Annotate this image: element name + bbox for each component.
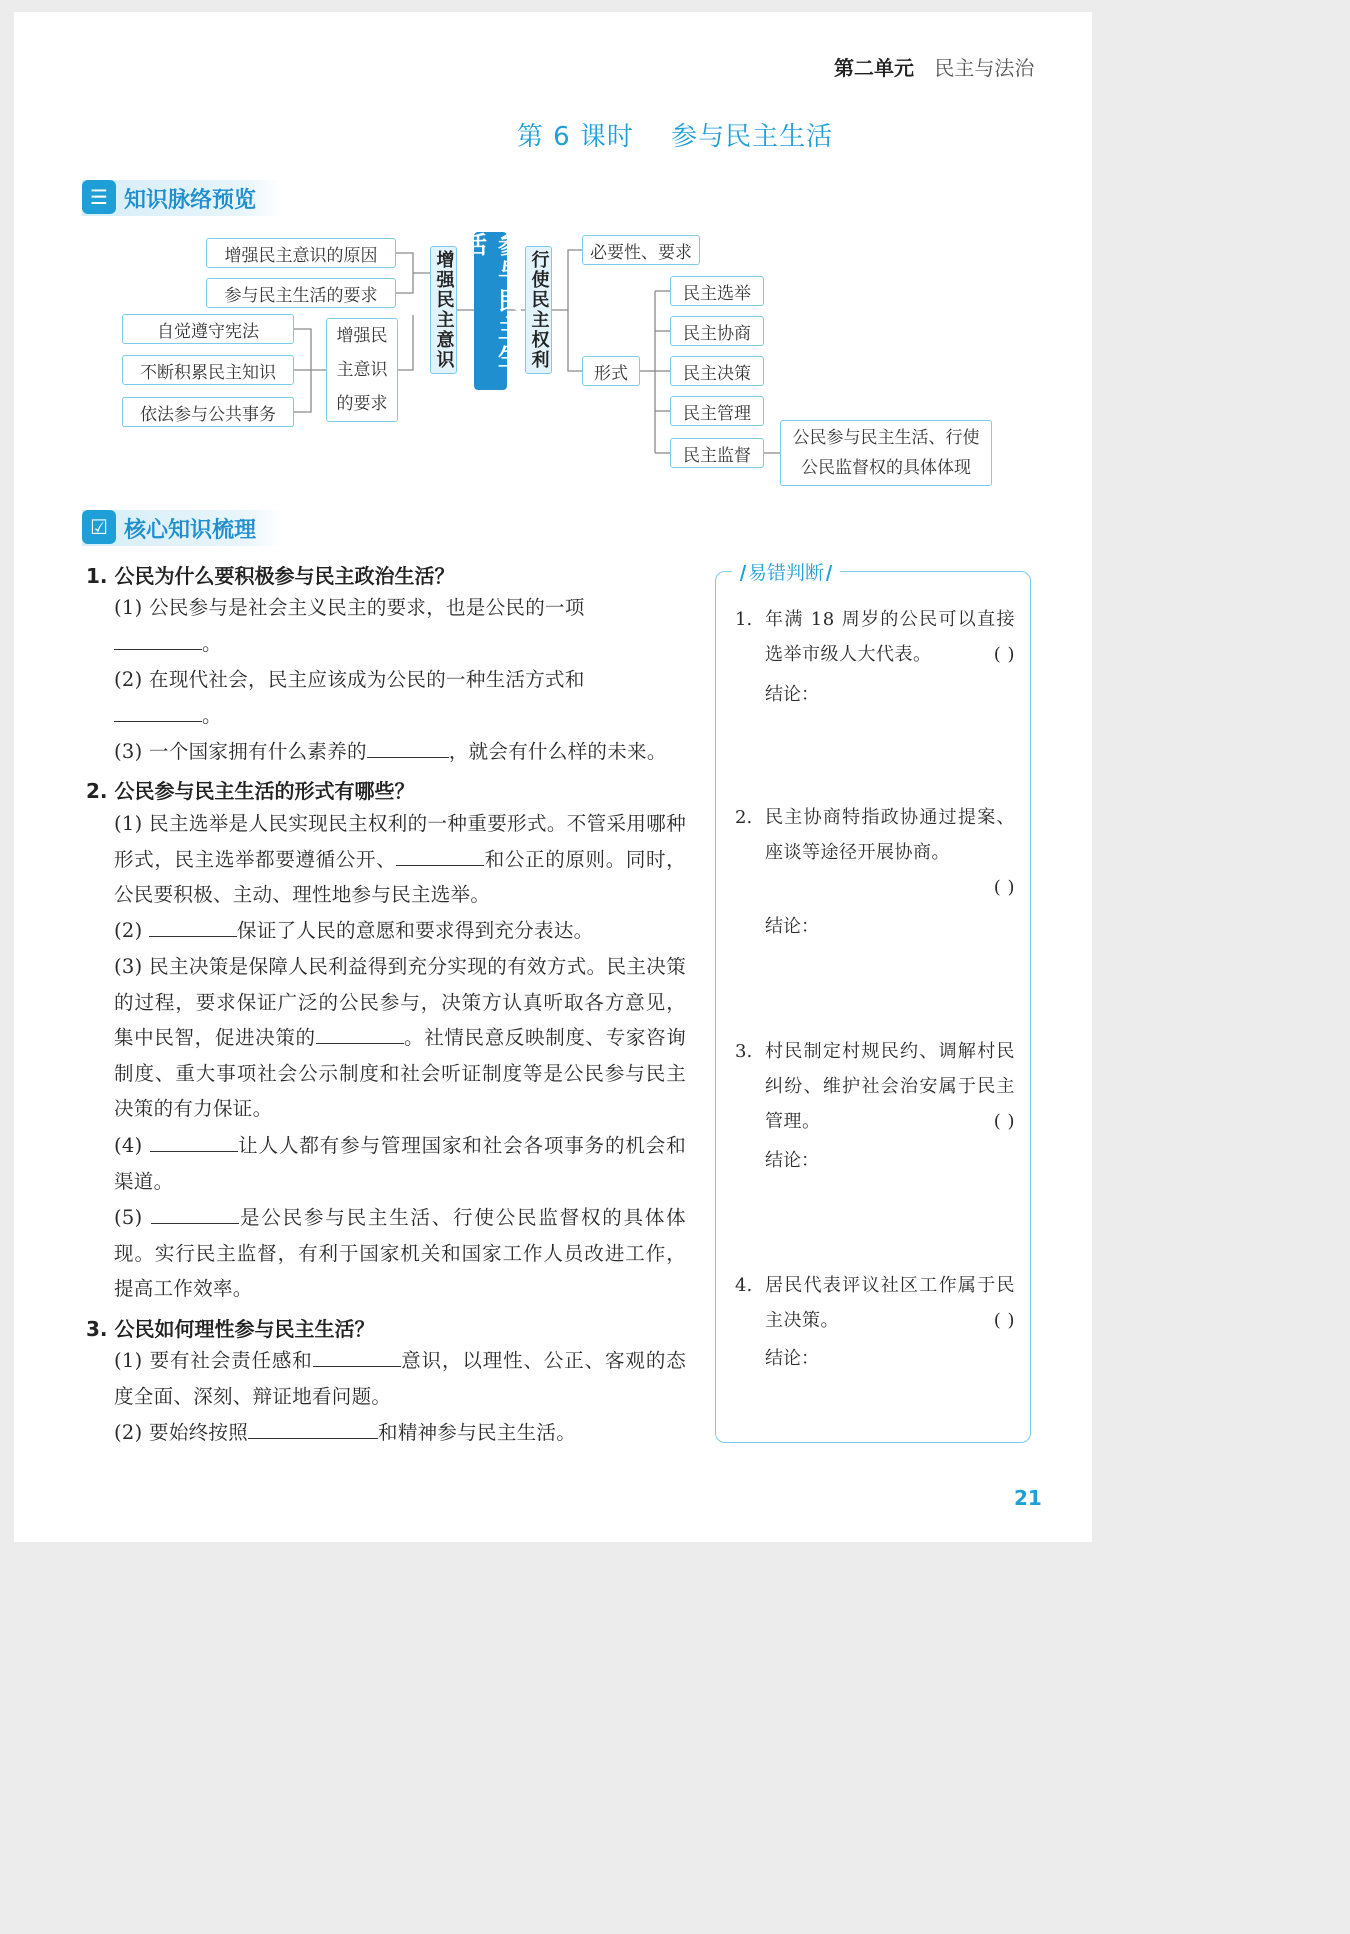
- q2-item-3: (3) 民主决策是保障人民利益得到充分实现的有效方式。民主决策的过程，要求保证广泛的公民参与，决策方认真听取各方意见，集中民智，促进决策的 。社情民意反映制度、专家咨询制度、重大事项社会公示制度和社会听证制度等是公民参与民主决策的有力保证。: [114, 955, 686, 1121]
- form-management-box: 民主管理: [670, 396, 764, 426]
- obey-constitution-box: 自觉遵守宪法: [122, 314, 294, 344]
- fill-blank[interactable]: [367, 735, 449, 758]
- sub-branch-line-3: 的要求: [336, 394, 388, 414]
- form-election-box: 民主选举: [670, 276, 764, 306]
- note-line-1: 公民参与民主生活、行使: [792, 428, 980, 448]
- question-1: 1. 公民为什么要积极参与民主政治生活？: [86, 564, 455, 588]
- q3-item-1: (1) 要有社会责任感和 意识，以理性、公正、客观的态度全面、深刻、辩证地看问题。: [114, 1343, 686, 1414]
- q1-item-3: (3) 一个国家拥有什么素养的 ，就会有什么样的未来。: [114, 734, 686, 770]
- book-stack-icon: ☰: [82, 180, 116, 214]
- fill-blank[interactable]: [248, 1416, 378, 1439]
- question-2: 2. 公民参与民主生活的形式有哪些？: [86, 779, 415, 803]
- section-title: 核心知识梳理: [124, 518, 257, 543]
- fill-blank[interactable]: [150, 1129, 238, 1152]
- answer-paren[interactable]: ( ): [993, 877, 1015, 898]
- note-line-2: 公民监督权的具体体现: [801, 458, 971, 478]
- q1-item-2: (2) 在现代社会，民主应该成为公民的一种生活方式和 。: [114, 668, 585, 727]
- fill-blank[interactable]: [151, 1201, 239, 1224]
- necessity-box: 必要性、要求: [582, 235, 700, 265]
- q1-item-1: (1) 公民参与是社会主义民主的要求，也是公民的一项 。: [114, 596, 585, 655]
- conclusion-label: 结论：: [765, 684, 819, 705]
- form-supervision-box: 民主监督: [670, 438, 764, 468]
- judgment-item-3: 3. 村民制定村规民约、调解村民纠纷、维护社会治安属于民主管理。 ( ): [735, 1034, 1015, 1139]
- public-affairs-box: 依法参与公共事务: [122, 397, 294, 427]
- q3-item-2: (2) 要始终按照 和精神参与民主生活。: [114, 1415, 686, 1451]
- page-number: 21: [1014, 1486, 1042, 1510]
- judgment-item-1: 1. 年满 18 周岁的公民可以直接选举市级人大代表。 ( ): [735, 602, 1015, 672]
- form-consultation-box: 民主协商: [670, 316, 764, 346]
- fill-blank[interactable]: [313, 1344, 401, 1367]
- supervision-note-box: [780, 420, 992, 486]
- judgment-item-2: 2. 民主协商特指政协通过提案、座谈等途径开展协商。 ( ): [735, 800, 1015, 905]
- conclusion-label: 结论：: [765, 916, 819, 937]
- center-topic-box: 参与民主生活: [474, 232, 507, 390]
- fill-blank[interactable]: [316, 1021, 404, 1044]
- accumulate-knowledge-box: 不断积累民主知识: [122, 355, 294, 385]
- answer-paren[interactable]: ( ): [993, 644, 1015, 665]
- checkbox-icon: ☑: [82, 510, 116, 544]
- panel-title: 易错判断: [732, 558, 840, 585]
- q2-item-2: (2) 保证了人民的意愿和要求得到充分表达。: [114, 913, 686, 949]
- conclusion-label: 结论：: [765, 1348, 819, 1369]
- answer-paren[interactable]: ( ): [993, 1111, 1015, 1132]
- form-decision-box: 民主决策: [670, 356, 764, 386]
- fill-blank[interactable]: [114, 699, 202, 722]
- lesson-name: 参与民主生活: [671, 122, 834, 152]
- conclusion-label: 结论：: [765, 1150, 819, 1171]
- requirement-box: 参与民主生活的要求: [206, 278, 396, 308]
- sub-branch-box: [326, 318, 398, 422]
- right-branch-box: 行使民主权利: [525, 246, 552, 374]
- fill-blank[interactable]: [114, 627, 202, 650]
- sub-branch-line-1: 增强民: [336, 326, 388, 346]
- left-branch-box: 增强民主意识: [430, 246, 457, 374]
- q2-item-4: (4) 让人人都有参与管理国家和社会各项事务的机会和渠道。: [114, 1128, 686, 1199]
- reason-box: 增强民主意识的原因: [206, 238, 396, 268]
- unit-title: 民主与法治: [934, 56, 1035, 80]
- section-header-core: [82, 510, 282, 546]
- judgment-item-4: 4. 居民代表评议社区工作属于民主决策。 ( ): [735, 1268, 1015, 1338]
- mind-map: [0, 0, 1105, 520]
- form-box: 形式: [582, 356, 640, 386]
- fill-blank[interactable]: [396, 843, 484, 866]
- answer-paren[interactable]: ( ): [993, 1310, 1015, 1331]
- question-3: 3. 公民如何理性参与民主生活？: [86, 1317, 375, 1341]
- sub-branch-line-2: 主意识: [336, 360, 388, 380]
- q2-item-5: (5) 是公民参与民主生活、行使公民监督权的具体体现。实行民主监督，有利于国家机关和国家工作人员改进工作，提高工作效率。: [114, 1200, 686, 1307]
- section-title: 知识脉络预览: [124, 188, 257, 213]
- fill-blank[interactable]: [149, 914, 237, 937]
- q2-item-1: (1) 民主选举是人民实现民主权利的一种重要形式。不管采用哪种形式，民主选举都要遵循公开、 和公正的原则。同时，公民要积极、主动、理性地参与民主选举。: [114, 812, 686, 907]
- unit-label: 第二单元: [834, 56, 914, 80]
- lesson-number: 第 6 课时: [516, 122, 634, 152]
